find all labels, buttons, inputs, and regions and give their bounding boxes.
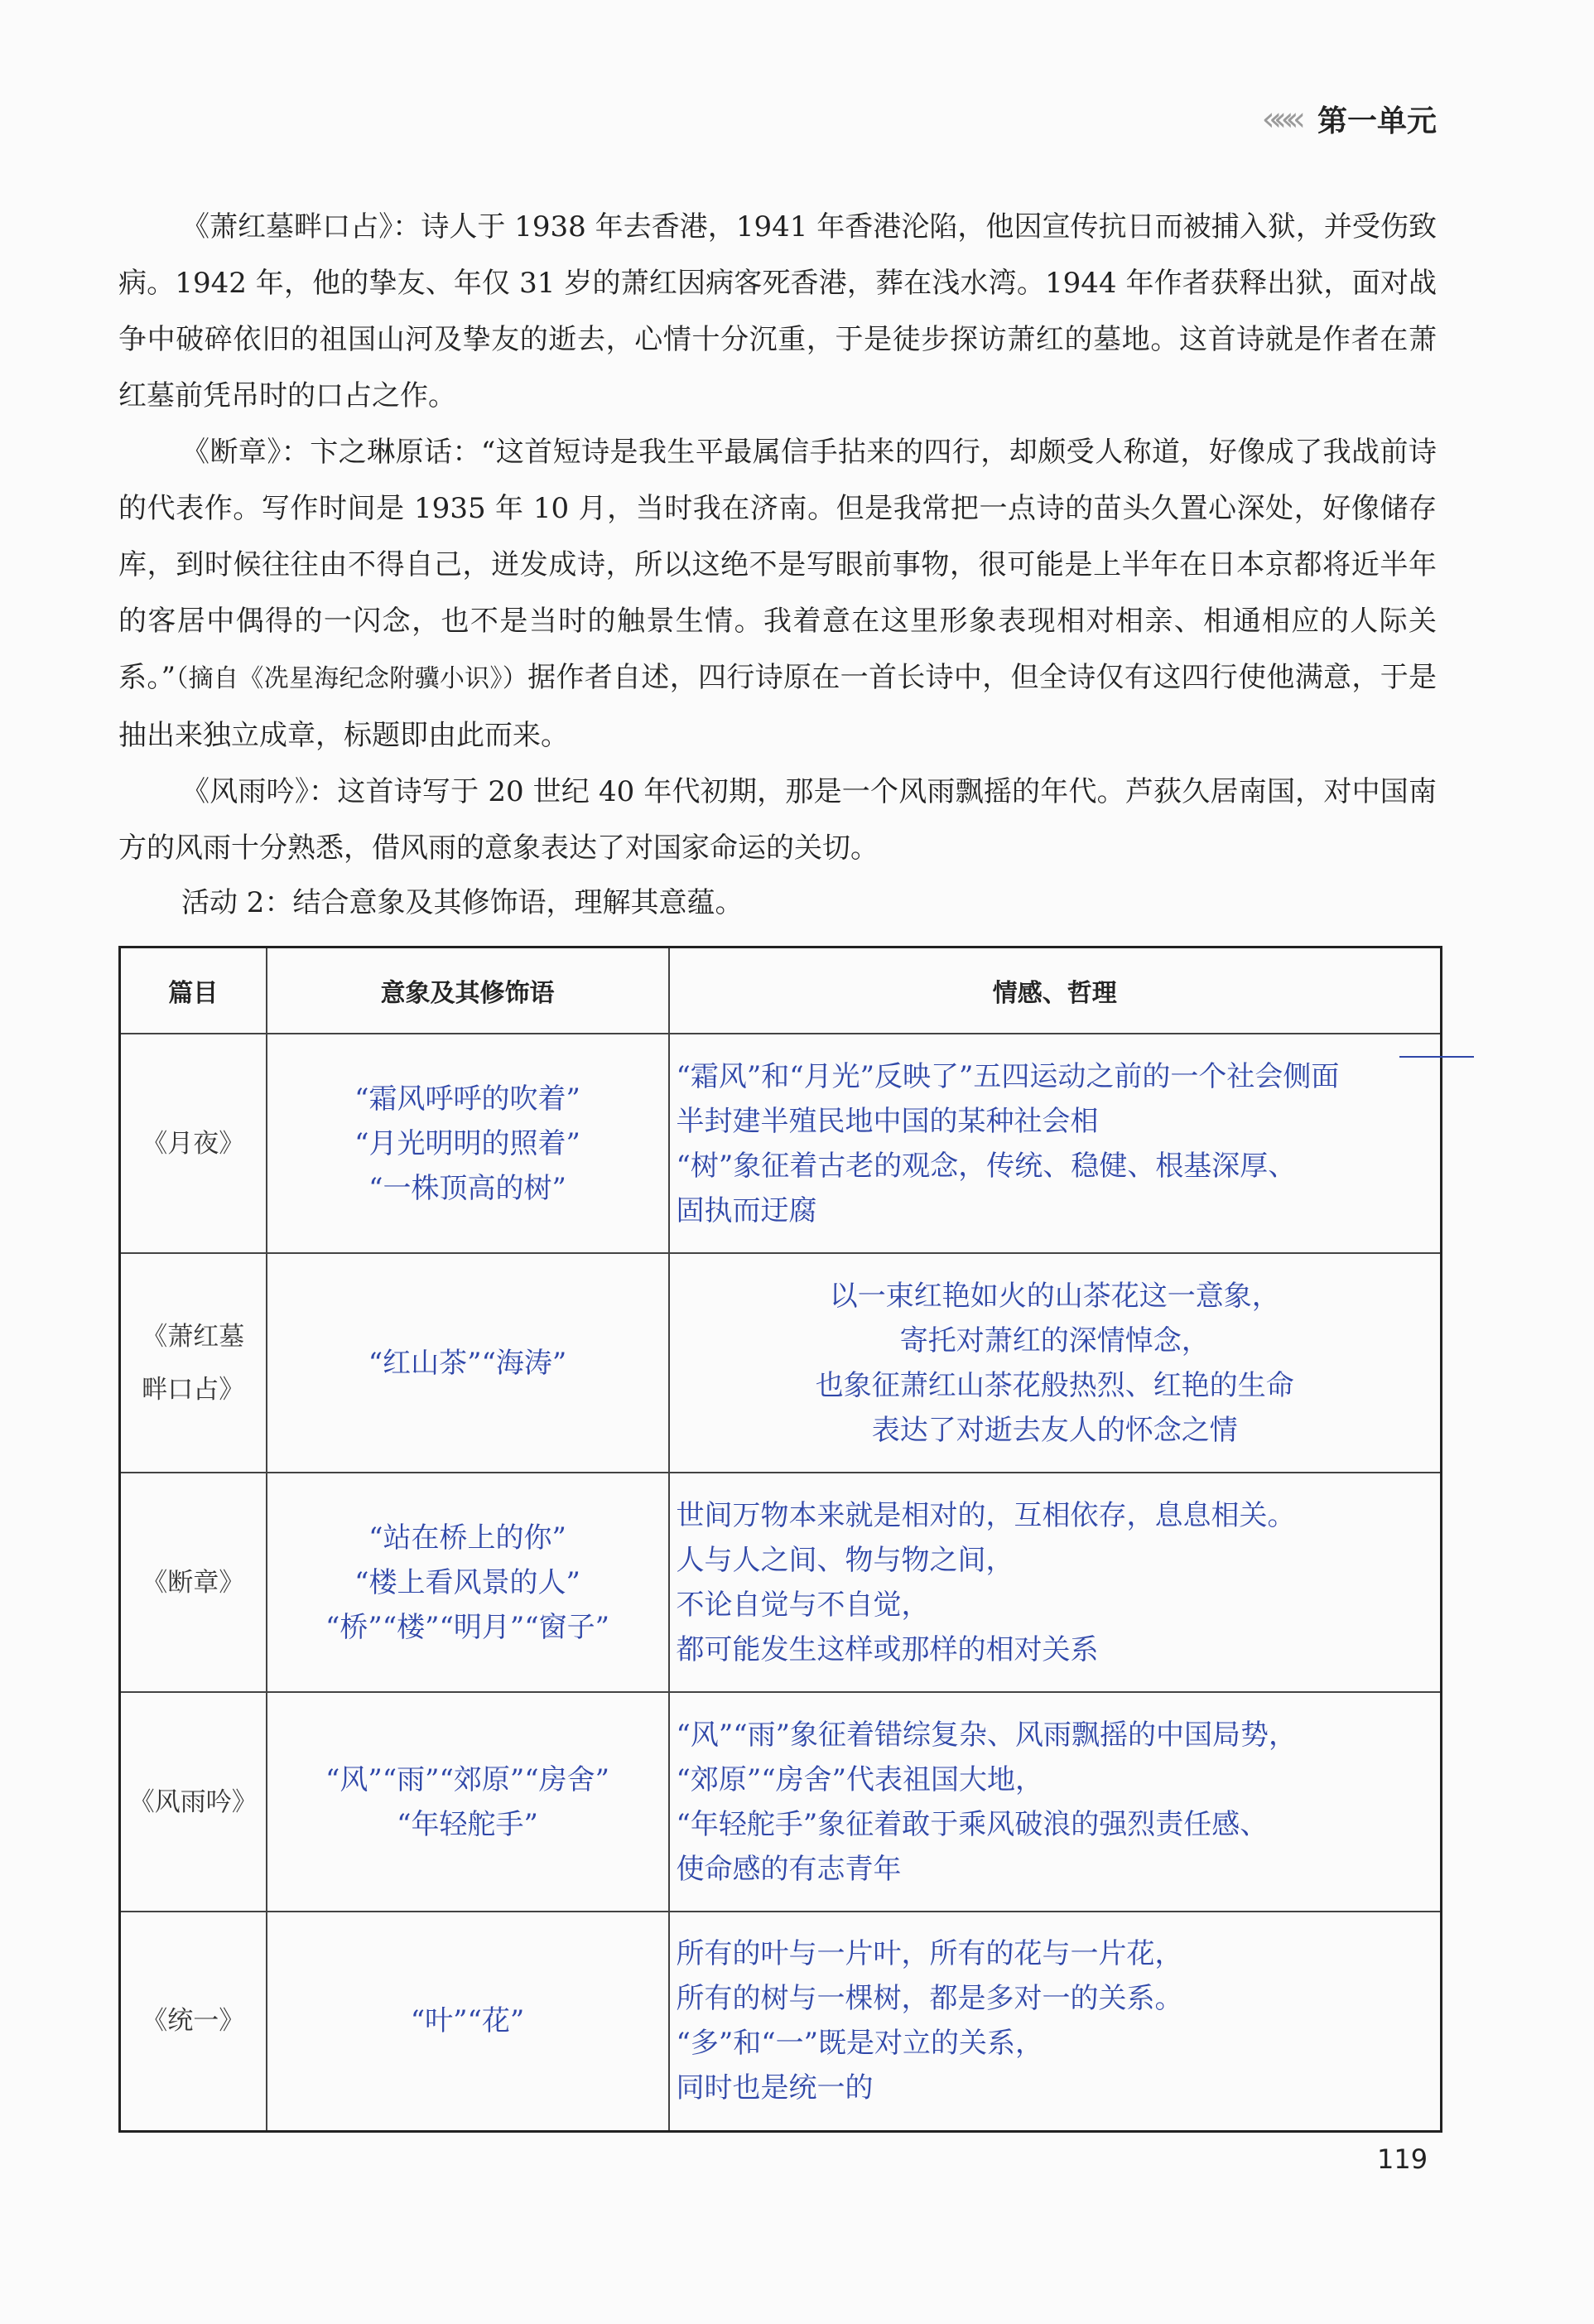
cell-emotion: “风”“雨”象征着错综复杂、风雨飘摇的中国局势， “郊原”“房舍”代表祖国大地， “年轻舵手”象征着敢于乘风破浪的强烈责任感、 使命感的有志青年 — [669, 1692, 1442, 1912]
cell-title: 《月夜》 — [120, 1034, 267, 1253]
page-header — [1262, 98, 1437, 140]
body-text — [118, 199, 1437, 876]
duanzhang-text: 《断章》：卞之琳原话：“这首短诗是我生平最属信手拈来的四行，却颇受人称道，好像成了我战前诗的代表作。写作时间是 1935 年 10 月，当时我在济南。但是我常把一点诗的苗头久置心深处，好像储存库，到时候往往由不得自己，迸发成诗，所以这绝不是写眼前事物，很可能是上半年在日本京都将近半年的客居中偶得的一闪念，也不是当时的触景生情。我着意在这里形象表现相对相亲、相通相应的人际关系。” — [118, 436, 1437, 694]
cell-emotion: 以一束红艳如火的山茶花这一意象， 寄托对萧红的深情悼念， 也象征萧红山茶花般热烈、红艳的生命 表达了对逝去友人的怀念之情 — [669, 1253, 1442, 1473]
handwritten-extension-line — [1399, 1056, 1474, 1058]
cell-imagery: “红山茶”“海涛” — [267, 1253, 669, 1473]
table-row — [120, 1034, 1442, 1253]
table-row — [120, 1912, 1442, 2131]
cell-emotion: “霜风”和“月光”反映了”五四运动之前的一个社会侧面 半封建半殖民地中国的某种社会相 “树”象征着古老的观念，传统、稳健、根基深厚、 固执而迂腐 — [669, 1034, 1442, 1253]
header-emotion: 情感、哲理 — [669, 947, 1442, 1034]
cell-imagery: “霜风呼呼的吹着” “月光明明的照着” “一株顶高的树” — [267, 1034, 669, 1253]
table-row — [120, 1692, 1442, 1912]
paragraph-fengyuyin: 《风雨吟》：这首诗写于 20 世纪 40 年代初期，那是一个风雨飘摇的年代。芦荻久居南国，对中国南方的风雨十分熟悉，借风雨的意象表达了对国家命运的关切。 — [118, 775, 1437, 865]
cell-title: 《统一》 — [120, 1912, 267, 2131]
duanzhang-text-after: 据作者自述，四行诗原在一首长诗中，但全诗仅有这四行使他满意，于是抽出来独立成章，标题即由此而来。 — [118, 661, 1437, 752]
cell-emotion: 世间万物本来就是相对的，互相依存，息息相关。 人与人之间、物与物之间， 不论自觉与不自觉， 都可能发生这样或那样的相对关系 — [669, 1473, 1442, 1692]
table-row — [120, 1253, 1442, 1473]
cell-emotion: 所有的叶与一片叶，所有的花与一片花， 所有的树与一棵树，都是多对一的关系。 “多”和“一”既是对立的关系， 同时也是统一的 — [669, 1912, 1442, 2131]
activity-heading: 活动 2：结合意象及其修饰语，理解其意蕴。 — [181, 886, 744, 919]
analysis-table — [118, 946, 1442, 2133]
cell-imagery: “风”“雨”“郊原”“房舍” “年轻舵手” — [267, 1692, 669, 1912]
cell-imagery: “站在桥上的你” “楼上看风景的人” “桥”“楼”“明月”“窗子” — [267, 1473, 669, 1692]
page-number: 119 — [1377, 2143, 1428, 2175]
table-header-row — [120, 947, 1442, 1034]
cell-title: 《萧红墓 畔口占》 — [120, 1253, 267, 1473]
header-title: 篇目 — [120, 947, 267, 1034]
duanzhang-citation: （摘自《冼星海纪念附骥小识》） — [176, 664, 528, 693]
cell-title: 《断章》 — [120, 1473, 267, 1692]
header-imagery: 意象及其修饰语 — [267, 947, 669, 1034]
cell-imagery: “叶”“花” — [267, 1912, 669, 2131]
paragraph-duanzhang — [118, 424, 1437, 764]
chevron-left-icon: ««« — [1261, 99, 1298, 138]
paragraph-xiaohong: 《萧红墓畔口占》：诗人于 1938 年去香港，1941 年香港沦陷，他因宣传抗日而被捕入狱，并受伤致病。1942 年，他的挚友、年仅 31 岁的萧红因病客死香港，葬在浅水湾。1944 年作者获释出狱，面对战争中破碎依旧的祖国山河及挚友的逝去，心情十分沉重，于是徒步探访萧红的墓地。这首诗就是作者在萧红墓前凭吊时的口占之作。 — [118, 210, 1437, 412]
table-row — [120, 1473, 1442, 1692]
unit-title: 第一单元 — [1317, 104, 1437, 138]
cell-title: 《风雨吟》 — [120, 1692, 267, 1912]
